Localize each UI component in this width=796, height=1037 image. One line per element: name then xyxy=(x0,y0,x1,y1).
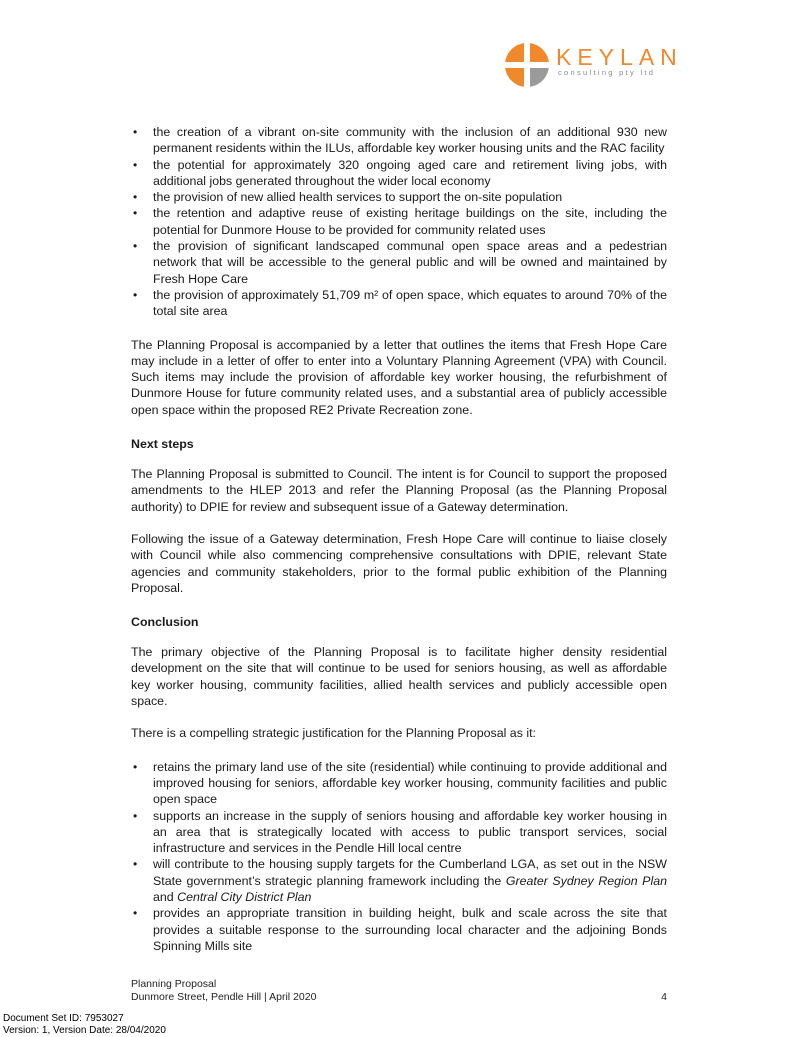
list-item: • provides an appropriate transition in building height, bulk and scale across the site that provides a suitable response to the surrounding local character and the adjoining Bonds Spinning Mills site xyxy=(131,905,667,954)
list-item: • the provision of approximately 51,709 m² of open space, which equates to around 70% of the total site area xyxy=(131,287,667,320)
list-item: • the provision of new allied health services to support the on-site population xyxy=(131,189,667,205)
justification-list xyxy=(131,759,667,955)
page-number: 4 xyxy=(661,991,667,1003)
document-set-id: Document Set ID: 7953027 xyxy=(3,1013,124,1024)
document-stamp xyxy=(3,1013,166,1037)
greater-sydney-plan-title: Greater Sydney Region Plan xyxy=(505,873,667,888)
benefits-list xyxy=(131,124,667,320)
keylan-logo-mark-icon xyxy=(504,42,550,88)
footer-address: Dunmore Street, Pendle Hill | April 2020 xyxy=(131,991,317,1003)
logo-tagline: consulting pty ltd xyxy=(558,68,656,77)
vpa-paragraph: The Planning Proposal is accompanied by a letter that outlines the items that Fresh Hope Care may include in a letter of offer to enter into a Voluntary Planning Agreement (VPA) with Council. Such items may include the provision of affordable key worker housing, the refurbishment of Dunmore House for future community related uses, and a substantial area of publicly accessible open space within the proposed RE2 Private Recreation zone. xyxy=(131,337,667,417)
list-item: • supports an increase in the supply of seniors housing and affordable key worker housing in an area that is strategically located with access to public transport services, social infrastructure and services in the Pendle Hill local centre xyxy=(131,808,667,857)
conclusion-heading: Conclusion xyxy=(131,615,199,630)
list-item: • the retention and adaptive reuse of existing heritage buildings on the site, including the potential for Dunmore House to be provided for community related uses xyxy=(131,205,667,238)
document-version: Version: 1, Version Date: 28/04/2020 xyxy=(3,1025,166,1036)
list-item: • the creation of a vibrant on-site community with the inclusion of an additional 930 new permanent residents within the ILUs, affordable key worker housing units and the RAC facility xyxy=(131,124,667,157)
central-city-plan-title: Central City District Plan xyxy=(177,889,312,904)
page-footer xyxy=(131,978,667,1004)
keylan-logo xyxy=(504,42,683,90)
next-steps-paragraph-1: The Planning Proposal is submitted to Council. The intent is for Council to support the proposed amendments to the HLEP 2013 and refer the Planning Proposal (as the Planning Proposal authority) to DPIE for review and subsequent issue of a Gateway determination. xyxy=(131,467,667,514)
next-steps-paragraph-2: Following the issue of a Gateway determination, Fresh Hope Care will continue to liaise closely with Council while also commencing comprehensive consultations with DPIE, relevant State agencies and community stakeholders, prior to the formal public exhibition of the Planning Proposal. xyxy=(131,531,667,595)
list-item: • the provision of significant landscaped communal open space areas and a pedestrian network that will be accessible to the general public and will be owned and maintained by Fresh Hope Care xyxy=(131,238,667,287)
list-item: • retains the primary land use of the site (residential) while continuing to provide additional and improved housing for seniors, affordable key worker housing, community facilities and public open space xyxy=(131,759,667,808)
list-item: • the potential for approximately 320 ongoing aged care and retirement living jobs, with additional jobs generated throughout the wider local economy xyxy=(131,157,667,190)
list-item-text: will contribute to the housing supply targets for the Cumberland LGA, as set out in the NSW State government’s strategic planning framework including the xyxy=(153,857,667,888)
logo-wordmark: KEYLAN xyxy=(556,44,683,70)
conclusion-paragraph-2: There is a compelling strategic justification for the Planning Proposal as it: xyxy=(131,726,536,741)
conclusion-paragraph-1: The primary objective of the Planning Proposal is to facilitate higher density residential development on the site that will continue to be used for seniors housing, as well as affordable key worker housing, community facilities, allied health services and publicly accessible open space. xyxy=(131,645,667,709)
next-steps-heading: Next steps xyxy=(131,437,194,452)
list-item xyxy=(131,856,667,905)
page-body xyxy=(131,124,667,954)
footer-doc-title: Planning Proposal xyxy=(131,978,217,990)
list-item-text: and xyxy=(153,889,178,904)
